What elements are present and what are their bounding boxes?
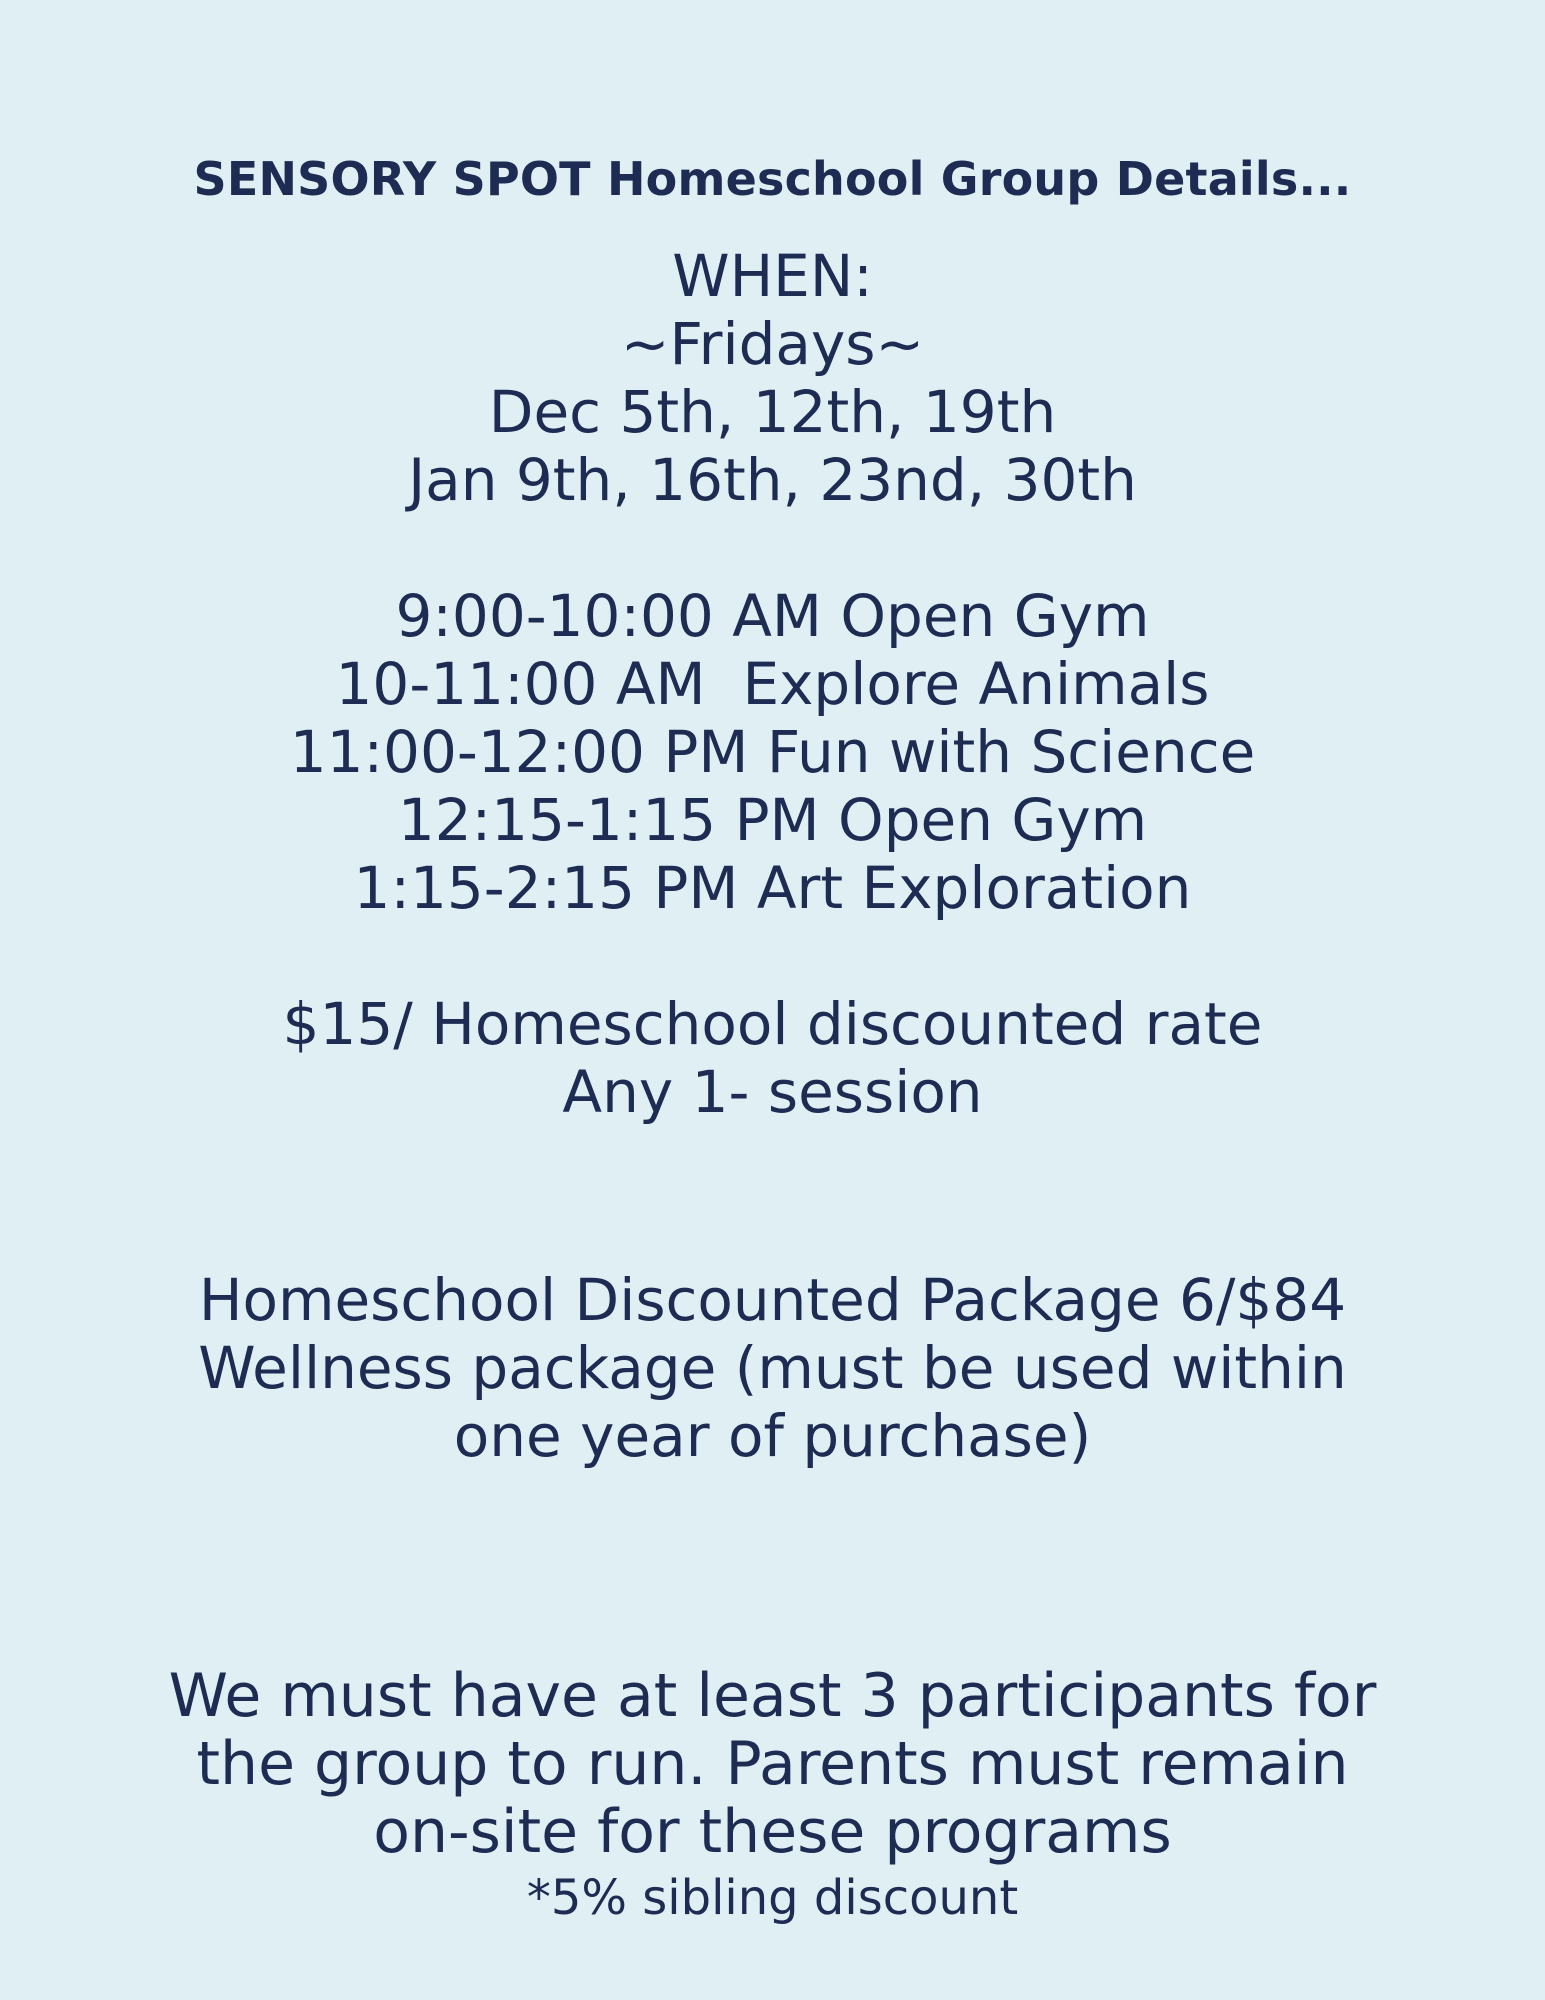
schedule-item: 10-11:00 AM Explore Animals — [335, 650, 1210, 718]
schedule-item: 11:00-12:00 PM Fun with Science — [289, 718, 1256, 786]
page-title: SENSORY SPOT Homeschool Group Details... — [193, 152, 1352, 206]
schedule-item: 9:00-10:00 AM Open Gym — [395, 582, 1150, 650]
package-line: Wellness package (must be used within — [198, 1334, 1347, 1402]
when-heading: WHEN: — [672, 242, 873, 310]
notice-section — [0, 1662, 1545, 1866]
package-line: one year of purchase) — [453, 1402, 1092, 1470]
when-dates-december: Dec 5th, 12th, 19th — [488, 378, 1057, 446]
package-section — [0, 1266, 1545, 1470]
notice-line: the group to run. Parents must remain — [196, 1729, 1349, 1799]
package-line: Homeschool Discounted Package 6/$84 — [198, 1266, 1347, 1334]
schedule-section — [0, 582, 1545, 922]
pricing-section — [0, 990, 1545, 1126]
notice-line: We must have at least 3 participants for — [168, 1661, 1377, 1731]
when-section — [0, 242, 1545, 514]
sibling-discount-note: *5% sibling discount — [526, 1870, 1019, 1926]
when-day: ~Fridays~ — [620, 310, 925, 378]
pricing-rate: $15/ Homeschool discounted rate — [282, 990, 1263, 1058]
schedule-item: 1:15-2:15 PM Art Exploration — [353, 854, 1192, 922]
notice-line: on-site for these programs — [373, 1797, 1172, 1867]
pricing-session: Any 1- session — [562, 1058, 983, 1126]
schedule-item: 12:15-1:15 PM Open Gym — [397, 786, 1148, 854]
when-dates-january: Jan 9th, 16th, 23nd, 30th — [408, 446, 1137, 514]
